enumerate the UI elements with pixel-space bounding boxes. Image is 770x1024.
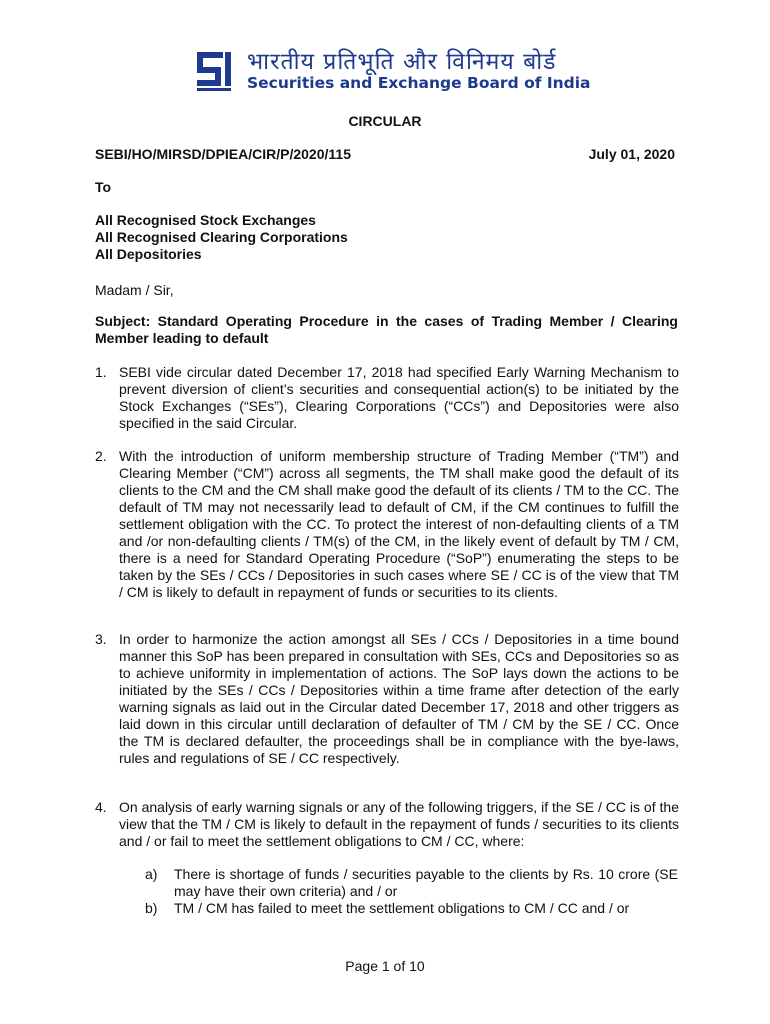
paragraph-text: On analysis of early warning signals or any of the following triggers, if the SE / CC is of the view that the TM / CM is likely to default in the repayment of funds / securities to its clients and / or fail to meet the settlement obligations to CM / CC, where: [119,799,679,849]
paragraph [95,364,679,432]
logo-english-name: Securities and Exchange Board of India [247,74,591,92]
paragraph-number: 4. [95,799,107,815]
recipient: All Depositories [95,246,202,262]
paragraph [95,448,679,601]
circular-reference: SEBI/HO/MIRSD/DPIEA/CIR/P/2020/115 [95,146,351,162]
sub-item-text: TM / CM has failed to meet the settlement obligations to CM / CC and / or [174,900,630,916]
sub-item-number: b) [145,900,158,916]
sub-item-number: a) [145,866,158,882]
sebi-logo-icon [193,48,235,92]
logo-hindi-name: भारतीय प्रतिभूति और विनिमय बोर्ड [247,49,557,75]
paragraph [95,799,679,850]
paragraph-number: 2. [95,448,107,464]
paragraph-text: With the introduction of uniform membership structure of Trading Member (“TM”) and Clearing Member (“CM”) across all segments, the TM shall make good the default of its clients to the CM and the CM shall make good the default of its clients / TM to the CC. The default of TM may not necessarily lead to default of CM, if the CM continues to fulfill the settlement obligation with the CC. To protect the interest of non-defaulting clients of a TM and /or non-defaulting clients / TM(s) of the CM, in the likely event of default by TM / CM, there is a need for Standard Operating Procedure (“SoP”) enumerating the steps to be taken by the SEs / CCs / Depositories in such cases where SE / CC is of the view that TM / CM is likely to default in repayment of funds or securities to its clients. [119,448,679,600]
circular-date: July 01, 2020 [588,146,675,162]
sub-item [131,866,678,900]
salutation: Madam / Sir, [95,282,174,298]
to-label: To [95,179,112,195]
recipient: All Recognised Clearing Corporations [95,229,348,245]
subject-line: Subject: Standard Operating Procedure in the cases of Trading Member / Clearing Member leading to default [95,313,678,346]
paragraph-text: In order to harmonize the action amongst all SEs / CCs / Depositories in a time bound manner this SoP has been prepared in consultation with SEs, CCs and Depositories so as to achieve uniformity in implementation of actions. The SoP lays down the actions to be initiated by the SEs / CCs / Depositories within a time frame after detection of the early warning signals as laid out in the Circular dated December 17, 2018 and other triggers as laid down in this circular untill declaration of defaulter of TM / CM by the SE / CC. Once the TM is declared defaulter, the proceedings shall be in compliance with the bye-laws, rules and regulations of SE / CC respectively. [119,631,679,766]
sub-item-text: There is shortage of funds / securities payable to the clients by Rs. 10 crore (SE may have their own criteria) and / or [174,866,678,899]
paragraph-number: 1. [95,364,107,380]
sub-item [131,900,678,917]
recipient: All Recognised Stock Exchanges [95,212,316,228]
paragraph [95,631,679,767]
circular-title: CIRCULAR [348,113,422,129]
paragraph-number: 3. [95,631,107,647]
paragraph-text: SEBI vide circular dated December 17, 2018 had specified Early Warning Mechanism to prevent diversion of client’s securities and consequential action(s) to be initiated by the Stock Exchanges (“SEs”), Clearing Corporations (“CCs”) and Depositories were also specified in the said Circular. [119,364,679,431]
recipients-list [95,212,348,263]
page-number: Page 1 of 10 [345,958,425,974]
